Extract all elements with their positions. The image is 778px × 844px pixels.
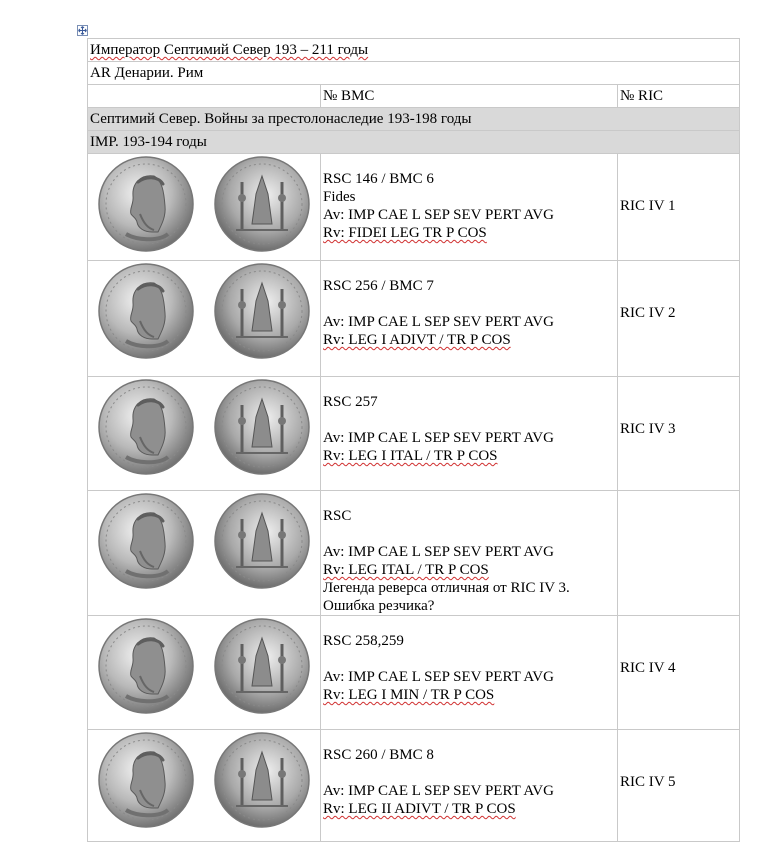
coin-reverse-icon	[212, 154, 312, 254]
coin-reverse-icon	[212, 261, 312, 361]
header-ric[interactable]: № RIC	[618, 85, 740, 108]
ric-cell[interactable]: RIC IV 5	[618, 730, 740, 842]
ric-cell[interactable]: RIC IV 2	[618, 261, 740, 377]
table-row	[88, 154, 740, 261]
note-text	[323, 764, 615, 782]
description-cell[interactable]	[321, 377, 618, 491]
ric-cell[interactable]: RIC IV 1	[618, 154, 740, 261]
coin-obverse-icon	[96, 616, 196, 716]
coin-images-cell[interactable]	[88, 616, 321, 730]
coin-reverse-icon	[212, 377, 312, 477]
description-cell[interactable]	[321, 616, 618, 730]
coin-images-cell[interactable]	[88, 261, 321, 377]
header-bmc[interactable]: № BMC	[321, 85, 618, 108]
note-text	[323, 525, 615, 543]
table-row	[88, 616, 740, 730]
section-title[interactable]: Септимий Север. Войны за престолонаследие 193-198 годы	[88, 108, 740, 131]
table-row	[88, 261, 740, 377]
table-row	[88, 730, 740, 842]
reference-text: RSC	[323, 508, 352, 524]
subtitle-row	[88, 62, 740, 85]
coin-obverse-icon	[96, 730, 196, 830]
ric-cell[interactable]	[618, 491, 740, 616]
coin-images-cell[interactable]	[88, 377, 321, 491]
note-text: Fides	[323, 189, 356, 205]
reverse-legend: Rv: LEG I ITAL / TR P COS	[323, 448, 498, 464]
coin-obverse-icon	[96, 261, 196, 361]
subsection-row	[88, 131, 740, 154]
coin-catalog-table	[87, 38, 740, 842]
reverse-legend: Rv: FIDEI LEG TR P COS	[323, 225, 487, 241]
coin-obverse-icon	[96, 154, 196, 254]
table-row	[88, 491, 740, 616]
note-text	[323, 411, 615, 429]
table-row	[88, 377, 740, 491]
coin-obverse-icon	[96, 377, 196, 477]
reverse-legend: Rv: LEG I ADIVT / TR P COS	[323, 332, 511, 348]
obverse-legend: Av: IMP CAE L SEP SEV PERT AVG	[323, 430, 554, 446]
title-row	[88, 39, 740, 62]
reference-text: RSC 258,259	[323, 633, 404, 649]
reverse-legend: Rv: LEG ITAL / TR P COS	[323, 562, 489, 578]
column-header-row	[88, 85, 740, 108]
reference-text: RSC 256 / BMC 7	[323, 278, 434, 294]
remark-text: Легенда реверса отличная от RIC IV 3. Ошибка резчика?	[323, 580, 570, 614]
ric-cell[interactable]: RIC IV 4	[618, 616, 740, 730]
description-cell[interactable]	[321, 730, 618, 842]
ric-cell[interactable]: RIC IV 3	[618, 377, 740, 491]
reference-text: RSC 146 / BMC 6	[323, 171, 434, 187]
coin-images-cell[interactable]	[88, 491, 321, 616]
table-move-handle[interactable]	[77, 25, 88, 36]
reference-text: RSC 260 / BMC 8	[323, 747, 434, 763]
reverse-legend: Rv: LEG I MIN / TR P COS	[323, 687, 495, 703]
description-cell[interactable]	[321, 154, 618, 261]
obverse-legend: Av: IMP CAE L SEP SEV PERT AVG	[323, 669, 554, 685]
move-cross-icon	[78, 26, 87, 35]
coin-images-cell[interactable]	[88, 730, 321, 842]
section-row	[88, 108, 740, 131]
reverse-legend: Rv: LEG II ADIVT / TR P COS	[323, 801, 516, 817]
section-sub[interactable]: IMP. 193-194 годы	[88, 131, 740, 154]
description-cell[interactable]	[321, 491, 618, 616]
emperor-title[interactable]: Император Септимий Север 193 – 211 годы	[88, 39, 740, 62]
denarii-subtitle[interactable]: AR Денарии. Рим	[88, 62, 740, 85]
header-empty-cell[interactable]	[88, 85, 321, 108]
coin-reverse-icon	[212, 616, 312, 716]
obverse-legend: Av: IMP CAE L SEP SEV PERT AVG	[323, 783, 554, 799]
coin-reverse-icon	[212, 730, 312, 830]
obverse-legend: Av: IMP CAE L SEP SEV PERT AVG	[323, 314, 554, 330]
reference-text: RSC 257	[323, 394, 378, 410]
coin-obverse-icon	[96, 491, 196, 591]
coin-reverse-icon	[212, 491, 312, 591]
description-cell[interactable]	[321, 261, 618, 377]
coin-images-cell[interactable]	[88, 154, 321, 261]
obverse-legend: Av: IMP CAE L SEP SEV PERT AVG	[323, 207, 554, 223]
note-text	[323, 295, 615, 313]
note-text	[323, 650, 615, 668]
obverse-legend: Av: IMP CAE L SEP SEV PERT AVG	[323, 544, 554, 560]
